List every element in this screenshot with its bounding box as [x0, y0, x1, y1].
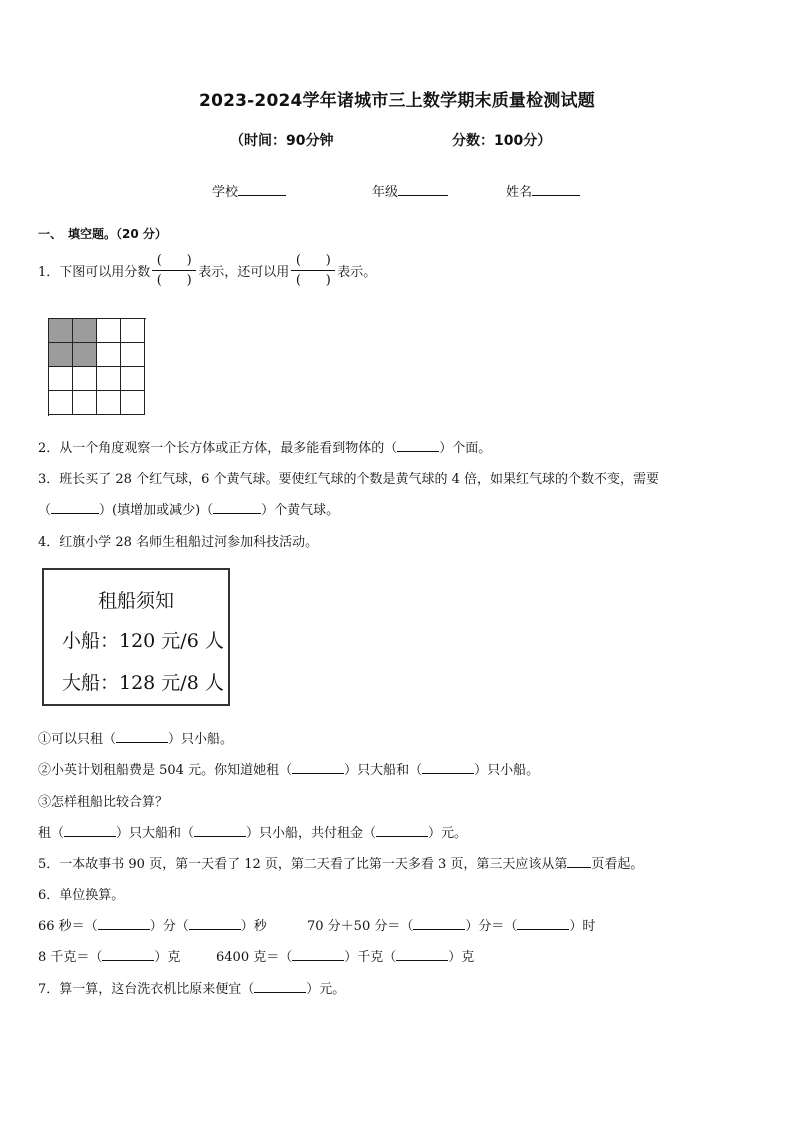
exam-time: （时间：90分钟 [230, 133, 334, 149]
question-6-row2-left [38, 946, 180, 965]
question-4-sub1 [38, 728, 233, 747]
q1-mid: 表示，还可以用 [198, 265, 290, 280]
question-3-line2 [38, 499, 339, 518]
grid-cell [121, 319, 145, 343]
q3-blank-2[interactable] [213, 513, 261, 514]
q1-suffix: 表示。 [337, 265, 377, 280]
fraction-blank-2[interactable]: $\frac{( )}{( )}$ [291, 252, 335, 289]
shaded-grid-figure [48, 318, 146, 416]
grade-label: 年级 [372, 185, 399, 200]
q6-r1-text-a: 66 秒＝（ [38, 919, 98, 934]
q6-r2-text-b: ）克 [154, 950, 181, 965]
question-4-sub2 [38, 759, 539, 778]
question-6-row1-right [307, 915, 595, 934]
name-field [506, 181, 580, 200]
q6-r1-text-e: ）分＝（ [465, 919, 518, 934]
grid-cell [97, 319, 121, 343]
q5-blank[interactable] [567, 867, 591, 868]
q4-sub2-blank-1[interactable] [292, 773, 344, 774]
q6-r1-blank-1[interactable] [98, 929, 150, 930]
q4-sub1-text-a: ①可以只租（ [38, 732, 117, 747]
q1-prefix: 1．下图可以用分数 [38, 265, 151, 280]
section-heading: 一、 填空题。（20 分） [38, 227, 167, 241]
grid-cell-shaded [49, 319, 73, 343]
q7-text-b: ）元。 [306, 982, 346, 997]
notice-big-boat: 大船：128 元/8 人 [62, 672, 224, 694]
notice-title: 租船须知 [97, 590, 174, 612]
q6-r2-blank-2[interactable] [292, 960, 344, 961]
q7-blank[interactable] [254, 992, 306, 993]
grid-cell [97, 343, 121, 367]
question-6-heading: 6．单位换算。 [38, 888, 125, 903]
question-7 [38, 978, 345, 997]
q6-r1-text-f: ）时 [569, 919, 596, 934]
q4-sub2-blank-2[interactable] [422, 773, 474, 774]
grid-cell [97, 367, 121, 391]
q6-r2-text-e: ）克 [448, 950, 475, 965]
q4-sub3-blank-3[interactable] [376, 836, 428, 837]
question-4-sub3-answer [38, 822, 467, 841]
grid-cell [73, 391, 97, 415]
question-1 [38, 254, 376, 291]
q2-blank[interactable] [397, 451, 439, 452]
school-label: 学校 [212, 185, 239, 200]
fraction-blank-1[interactable]: $\frac{( )}{( )}$ [152, 252, 196, 289]
grid-cell-shaded [73, 343, 97, 367]
grid-cell [49, 367, 73, 391]
question-6-row2-right [216, 946, 474, 965]
grid-cell [97, 391, 121, 415]
school-blank[interactable] [238, 195, 286, 196]
q6-r1-text-b: ）分（ [149, 919, 189, 934]
question-3-line1: 3．班长买了 28 个红气球，6 个黄气球。要使红气球的个数是黄气球的 4 倍，如果红气球的个数不变，需要 [38, 472, 660, 487]
q6-r2-text-d: ）千克（ [344, 950, 397, 965]
q5-text-b: 页看起。 [591, 857, 644, 872]
q4-sub2-text-b: ）只大船和（ [344, 763, 423, 778]
grid-cell [121, 391, 145, 415]
q2-text-b: ）个面。 [439, 441, 492, 456]
grid-cell-shaded [73, 319, 97, 343]
question-4-sub3: ③怎样租船比较合算？ [38, 795, 169, 810]
q6-r2-text-a: 8 千克＝（ [38, 950, 103, 965]
q6-r1-text-d: 70 分＋50 分＝（ [307, 919, 414, 934]
grid-cell [49, 391, 73, 415]
q3-text-b: ）(填增加或减少)（ [99, 503, 214, 518]
grade-field [372, 181, 448, 200]
q4-sub2-text-c: ）只小船。 [474, 763, 540, 778]
q4-sub3-blank-1[interactable] [64, 836, 116, 837]
q7-text-a: 7．算一算，这台洗衣机比原来便宜（ [38, 982, 255, 997]
q4-sub1-text-b: ）只小船。 [168, 732, 234, 747]
q6-r1-text-c: ）秒 [240, 919, 267, 934]
q4-sub3-text-a: 租（ [38, 826, 65, 841]
question-6-row1-left [38, 915, 267, 934]
q6-r1-blank-2[interactable] [189, 929, 241, 930]
school-field [212, 181, 286, 200]
q4-sub2-text-a: ②小英计划租船费是 504 元。你知道她租（ [38, 763, 293, 778]
grid-cell-shaded [49, 343, 73, 367]
name-blank[interactable] [532, 195, 580, 196]
q4-sub3-blank-2[interactable] [194, 836, 246, 837]
q4-sub3-text-d: ）元。 [428, 826, 468, 841]
q6-r1-blank-4[interactable] [517, 929, 569, 930]
q3-blank-1[interactable] [51, 513, 99, 514]
q4-sub1-blank[interactable] [116, 742, 168, 743]
notice-small-boat: 小船：120 元/6 人 [62, 630, 224, 652]
q4-sub3-text-b: ）只大船和（ [116, 826, 195, 841]
q5-text-a: 5．一本故事书 90 页，第一天看了 12 页，第二天看了比第一天多看 3 页，第三天应该从第 [38, 857, 568, 872]
q3-text-a: （ [38, 503, 52, 518]
q3-text-c: ）个黄气球。 [261, 503, 340, 518]
grade-blank[interactable] [398, 195, 448, 196]
grid-cell [73, 367, 97, 391]
grid-cell [121, 343, 145, 367]
name-label: 姓名 [506, 185, 533, 200]
question-4-intro: 4．红旗小学 28 名师生租船过河参加科技活动。 [38, 535, 319, 550]
q2-text-a: 2．从一个角度观察一个长方体或正方体，最多能看到物体的（ [38, 441, 398, 456]
q6-r2-blank-3[interactable] [396, 960, 448, 961]
q6-r1-blank-3[interactable] [413, 929, 465, 930]
grid-cell [121, 367, 145, 391]
q4-sub3-text-c: ）只小船，共付租金（ [246, 826, 377, 841]
q6-r2-text-c: 6400 克＝（ [216, 950, 293, 965]
question-2 [38, 437, 491, 456]
exam-title: 2023-2024学年诸城市三上数学期末质量检测试题 [199, 91, 595, 111]
exam-score: 分数：100分） [452, 133, 552, 149]
question-5 [38, 853, 643, 872]
boat-rental-notice [42, 568, 230, 706]
q6-r2-blank-1[interactable] [102, 960, 154, 961]
